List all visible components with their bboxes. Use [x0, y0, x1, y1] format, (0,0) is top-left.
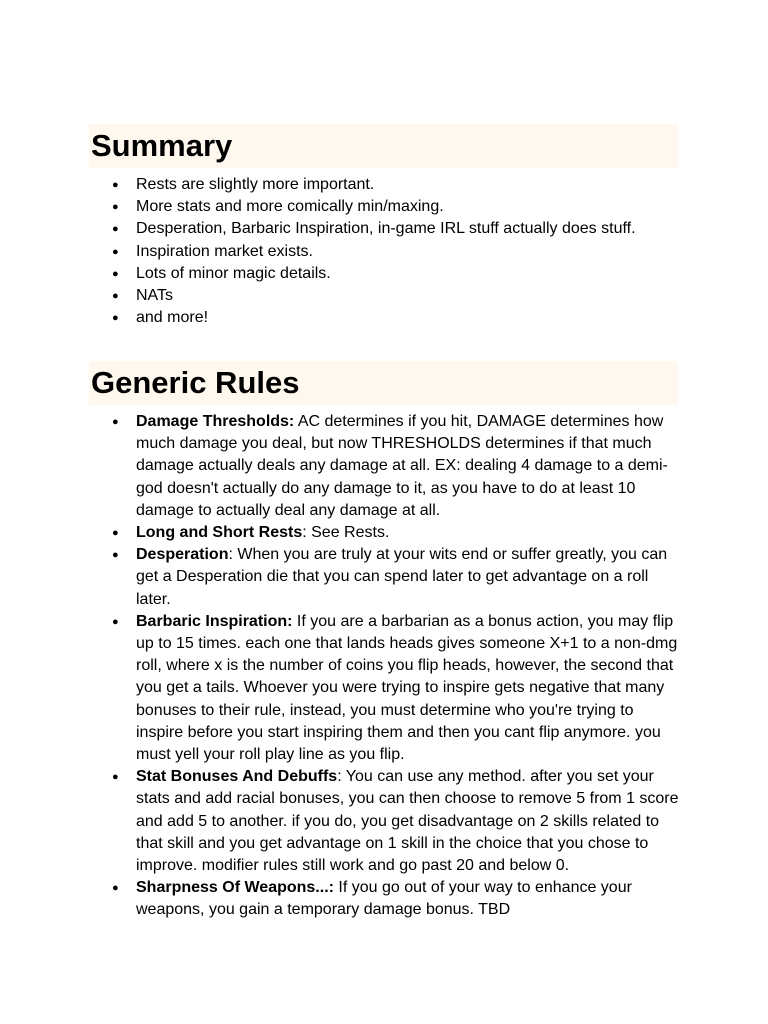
rule-text: AC determines if you hit, DAMAGE determines how much damage you deal, but now THRESHOLDS determines if that much damage actually deals any damage at all. EX: dealing 4 damage to a demi-god doesn't actually do any damage to it, as you have to do at least 10 damage to actually deal any damage at all.: [136, 413, 668, 519]
rule-item-rests: [0, 522, 768, 544]
rule-term: Long and Short Rests: [136, 524, 303, 542]
rule-term: Barbaric Inspiration:: [136, 612, 293, 630]
rule-term: Sharpness Of Weapons...:: [136, 879, 334, 897]
list-item: ● NATs: [0, 285, 768, 307]
rule-text: : See Rests.: [302, 524, 390, 542]
generic-rules-heading: Generic Rules: [89, 361, 678, 405]
rule-text: If you go out of your way to enhance your weapons, you gain a temporary damage bonus. TBD: [136, 879, 632, 919]
rule-item-barbaric-inspiration: [0, 611, 768, 766]
rule-text: If you are a barbarian as a bonus action, you may flip up to 15 times. each one that lands heads gives someone X+1 to a non-dmg roll, where x is the number of coins you flip heads, however, the second that you get a tails. Whoever you were trying to inspire gets negative that many bonuses to their rule, instead, you must determine who you're trying to inspire before you start inspiring them and then you cant flip anymore. you must yell your roll play line as you flip.: [136, 612, 678, 764]
rule-item-damage-thresholds: [0, 411, 768, 522]
summary-list: [0, 174, 768, 329]
list-item: ● More stats and more comically min/maxing.: [0, 196, 768, 218]
generic-rules-list: [0, 411, 768, 922]
rule-text: : When you are truly at your wits end or suffer greatly, you can get a Desperation die that you can spend later to get advantage on a roll later.: [136, 546, 668, 608]
rule-term: Stat Bonuses And Debuffs: [136, 768, 338, 786]
rule-item-stat-bonuses: [0, 766, 768, 877]
rule-item-sharpness: [0, 877, 768, 921]
rule-text: : You can use any method. after you set your stats and add racial bonuses, you can then choose to remove 5 from 1 score and add 5 to another. if you do, you get disadvantage on 2 skills related to that skill and you get advantage on 1 skill in the choice that you chose to improve. modifier rules still work and go past 20 and below 0.: [136, 768, 679, 875]
list-item: ● Inspiration market exists.: [0, 241, 768, 263]
rule-item-desperation: [0, 544, 768, 611]
rule-term: Damage Thresholds:: [136, 413, 295, 430]
rule-term: Desperation: [136, 546, 229, 564]
summary-heading: Summary: [89, 124, 678, 168]
list-item: ● and more!: [0, 307, 768, 329]
list-item: ● Lots of minor magic details.: [0, 263, 768, 285]
list-item: ● Desperation, Barbaric Inspiration, in-game IRL stuff actually does stuff.: [0, 218, 768, 240]
list-item: ● Rests are slightly more important.: [0, 174, 768, 196]
